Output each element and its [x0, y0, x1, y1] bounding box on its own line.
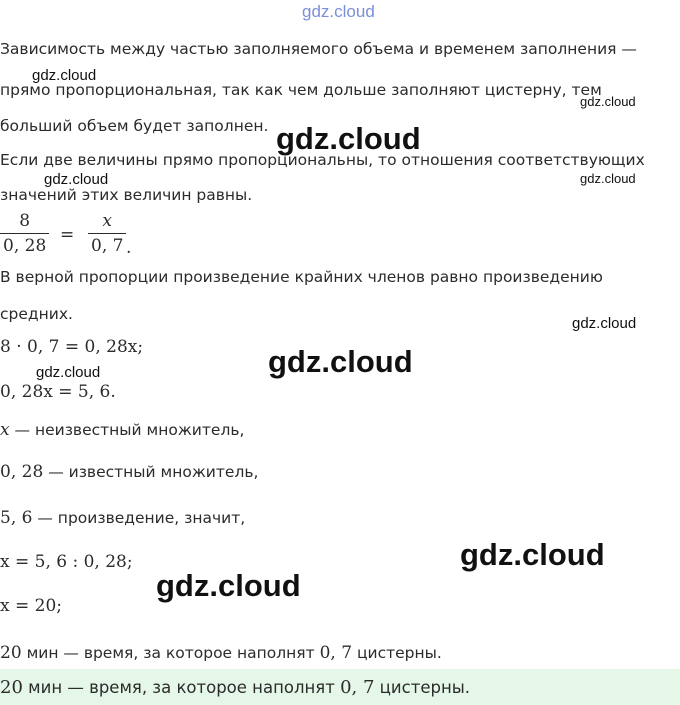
fraction-denominator: 0, 28	[3, 236, 47, 256]
watermark: gdz.cloud	[268, 344, 413, 379]
term-known: 0, 28 — известный множитель,	[0, 462, 259, 482]
watermark: gdz.cloud	[580, 171, 636, 186]
text-line: прямо пропорциональная, так как чем дольше заполняют цистерну, тем	[0, 81, 602, 99]
watermark: gdz.cloud	[572, 315, 637, 332]
watermark: gdz.cloud	[44, 171, 109, 188]
text-line: В верной пропорции произведение крайних членов равно произведению	[0, 268, 603, 286]
watermark: gdz.cloud	[580, 94, 636, 109]
term-product: 5, 6 — произведение, значит,	[0, 508, 246, 528]
equals-sign: =	[60, 225, 75, 245]
fraction-left	[0, 211, 49, 256]
fraction-numerator: 8	[19, 211, 31, 231]
watermark: gdz.cloud	[156, 568, 301, 603]
text-line: Зависимость между частью заполняемого объема и временем заполнения —	[0, 40, 637, 58]
text-line: Если две величины прямо пропорциональны, то отношения соответствующих	[0, 151, 645, 169]
equation: x = 20;	[0, 596, 62, 616]
equation: 0, 28x = 5, 6.	[0, 382, 116, 402]
text-line: средних.	[0, 305, 73, 323]
text-line: значений этих величин равны.	[0, 186, 253, 204]
fraction-right	[88, 211, 126, 256]
fraction-denominator: 0, 7	[91, 236, 124, 256]
watermark: gdz.cloud	[32, 67, 97, 84]
watermark: gdz.cloud	[36, 364, 101, 381]
proportion-end: .	[126, 238, 132, 258]
watermark: gdz.cloud	[460, 537, 605, 572]
watermark: gdz.cloud	[302, 2, 375, 21]
term-unknown: x — неизвестный множитель,	[0, 420, 245, 440]
watermark: gdz.cloud	[276, 121, 421, 156]
equation: 8 · 0, 7 = 0, 28x;	[0, 337, 144, 357]
answer-line: 20 мин — время, за которое наполнят 0, 7 цистерны.	[0, 677, 471, 698]
equation: x = 5, 6 : 0, 28;	[0, 552, 133, 572]
result-line: 20 мин — время, за которое наполнят 0, 7 цистерны.	[0, 643, 442, 663]
fraction-numerator: x	[102, 211, 113, 231]
text-line: больший объем будет заполнен.	[0, 117, 269, 135]
